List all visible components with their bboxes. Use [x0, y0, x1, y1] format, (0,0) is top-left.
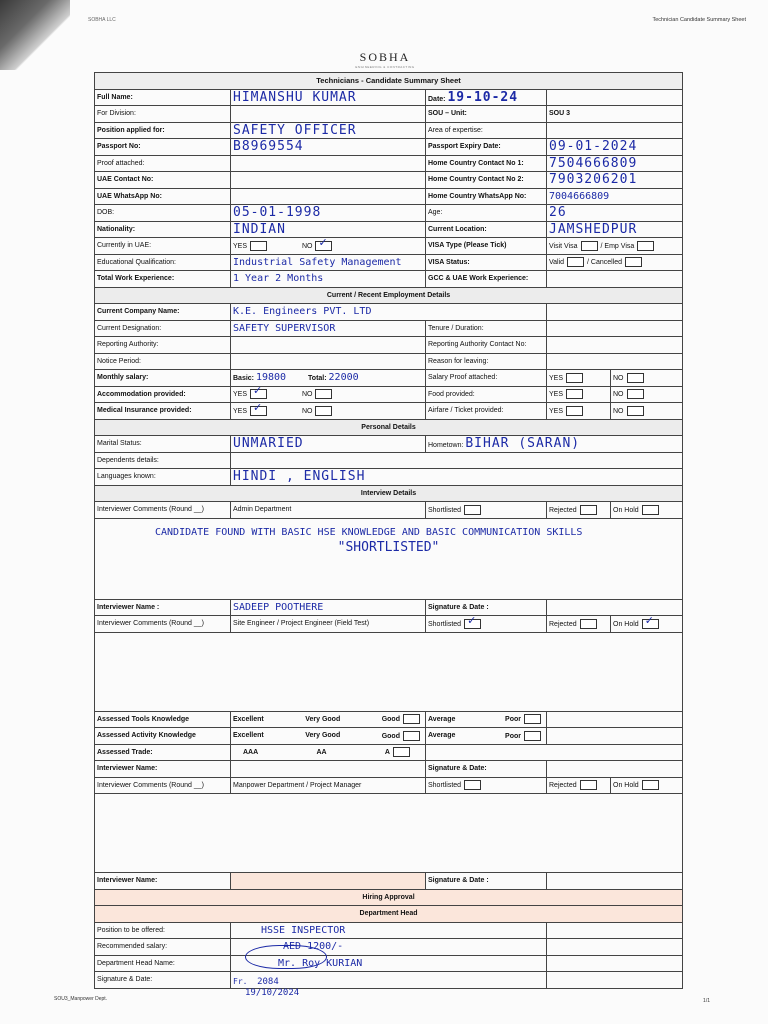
accommodation-options: YES ✓ NO	[231, 386, 426, 403]
valid-checkbox[interactable]	[567, 257, 584, 267]
emp-visa-checkbox[interactable]	[637, 241, 654, 251]
interviewer2-label: Interviewer Name:	[95, 761, 231, 778]
footer-department: SOU3_Manpower Dept.	[54, 996, 108, 1002]
site-rejected: Rejected	[547, 616, 611, 633]
sign-date2-label: Signature & Date:	[426, 761, 547, 778]
site-engineer: Site Engineer / Project Engineer (Field Test)	[231, 616, 426, 633]
designation-label: Current Designation:	[95, 320, 231, 337]
salary-label: Monthly salary:	[95, 370, 231, 387]
sign-date1-label: Signature & Date :	[426, 599, 547, 616]
marital-value: UNMARIED	[231, 436, 426, 453]
rec-salary-value: AED 1200/-	[231, 939, 547, 956]
admin-rejected-checkbox[interactable]	[580, 505, 597, 515]
airfare-label: Airfare / Ticket provided:	[426, 403, 547, 420]
salary-proof-label: Salary Proof attached:	[426, 370, 547, 387]
head-name-value: Mr. Roy KURIAN	[231, 955, 547, 972]
current-location-value: JAMSHEDPUR	[547, 221, 683, 238]
head-signature-label: Signature & Date:	[95, 972, 231, 989]
salary-proof-no: NO	[611, 370, 683, 387]
designation-value: SAFETY SUPERVISOR	[231, 320, 426, 337]
uae-yes-checkbox[interactable]	[250, 241, 267, 251]
form-title: Technicians - Candidate Summary Sheet	[95, 73, 683, 90]
visa-type-options: Visit Visa / Emp Visa	[547, 238, 683, 255]
check-icon: ✓	[644, 615, 654, 627]
airfare-no: NO	[611, 403, 683, 420]
nationality-label: Nationality:	[95, 221, 231, 238]
company-label: Current Company Name:	[95, 304, 231, 321]
home-contact1-label: Home Country Contact No 1:	[426, 155, 547, 172]
activity-options: Excellent Very Good Good	[231, 728, 426, 745]
interview-section-title: Interview Details	[95, 485, 683, 502]
date-cell: Date: 19-10-24	[426, 89, 547, 106]
medical-yes-checkbox[interactable]	[250, 402, 267, 416]
division-value	[231, 106, 426, 123]
salary-proof-no-checkbox[interactable]	[627, 373, 644, 383]
admin-rejected: Rejected	[547, 502, 611, 519]
uae-contact-label: UAE Contact No:	[95, 172, 231, 189]
offer-position-value: HSSE INSPECTOR	[231, 922, 547, 939]
uae-contact-value	[231, 172, 426, 189]
proof-value	[231, 155, 426, 172]
manpower-rejected: Rejected	[547, 777, 611, 794]
home-whatsapp-value: 7004666809	[547, 188, 683, 205]
airfare-yes: YES	[547, 403, 611, 420]
salary-values: Basic: 19800 Total: 22000	[231, 370, 426, 387]
home-whatsapp-label: Home Country WhatsApp No:	[426, 188, 547, 205]
reporting-contact-label: Reporting Authority Contact No:	[426, 337, 547, 354]
dependents-label: Dependents details:	[95, 452, 231, 469]
trade-a-checkbox[interactable]	[393, 747, 410, 757]
dob-value: 05-01-1998	[231, 205, 426, 222]
site-on-hold: On Hold ✓	[611, 616, 683, 633]
trade-options: AAA AA A	[231, 744, 426, 761]
marital-label: Marital Status:	[95, 436, 231, 453]
tenure-value	[547, 320, 683, 337]
interviewer2-value	[231, 761, 426, 778]
logo-subtitle: ENGINEERING & CONTRACTING	[355, 65, 415, 69]
notice-label: Notice Period:	[95, 353, 231, 370]
manpower-shortlisted: Shortlisted	[426, 777, 547, 794]
cancelled-checkbox[interactable]	[625, 257, 642, 267]
trade-spare	[426, 744, 683, 761]
total-exp-value: 1 Year 2 Months	[231, 271, 426, 288]
check-icon: ✓	[318, 237, 328, 249]
date-value: 19-10-24	[447, 89, 519, 105]
visit-visa-checkbox[interactable]	[581, 241, 598, 251]
company-spare	[547, 304, 683, 321]
interviewer3-value	[231, 873, 426, 890]
passport-value: B8969554	[231, 139, 426, 156]
head-signature-spare	[547, 972, 683, 989]
passport-label: Passport No:	[95, 139, 231, 156]
visa-status-options: Valid / Cancelled	[547, 254, 683, 271]
languages-label: Languages known:	[95, 469, 231, 486]
signature-scribble	[245, 945, 327, 969]
offer-position-label: Position to be offered:	[95, 922, 231, 939]
manpower-shortlisted-checkbox[interactable]	[464, 780, 481, 790]
form-table	[94, 72, 683, 989]
uae-whatsapp-label: UAE WhatsApp No:	[95, 188, 231, 205]
food-yes: YES	[547, 386, 611, 403]
medical-label: Medical Insurance provided:	[95, 403, 231, 420]
interviewer1-label: Interviewer Name :	[95, 599, 231, 616]
round1-label: Interviewer Comments (Round __)	[95, 502, 231, 519]
rec-salary-label: Recommended salary:	[95, 939, 231, 956]
notice-value	[231, 353, 426, 370]
personal-section-title: Personal Details	[95, 419, 683, 436]
sign-date2-value	[547, 761, 683, 778]
visa-status-label: VISA Status:	[426, 254, 547, 271]
home-contact1-value: 7504666809	[547, 155, 683, 172]
division-label: For Division:	[95, 106, 231, 123]
sou-unit-label: SOU – Unit:	[426, 106, 547, 123]
activity-poor-checkbox[interactable]	[524, 731, 541, 741]
passport-expiry-value: 09-01-2024	[547, 139, 683, 156]
visa-type-label: VISA Type (Please Tick)	[426, 238, 547, 255]
logo-word: SOBHA	[359, 50, 411, 64]
medical-options: YES ✓ NO	[231, 403, 426, 420]
home-contact2-label: Home Country Contact No 2:	[426, 172, 547, 189]
medical-no-checkbox[interactable]	[315, 406, 332, 416]
hiring-approval-title: Hiring Approval	[95, 889, 683, 906]
check-icon: ✓	[467, 615, 477, 627]
sign-date3-label: Signature & Date :	[426, 873, 547, 890]
currently-uae-options: YES NO ✓	[231, 238, 426, 255]
site-shortlisted: Shortlisted ✓	[426, 616, 547, 633]
reporting-label: Reporting Authority:	[95, 337, 231, 354]
handwritten-signature: Fr. 2084 19/10/2024	[245, 945, 327, 998]
manpower-comment-area	[95, 794, 683, 873]
languages-value: HINDI , ENGLISH	[231, 469, 683, 486]
site-rejected-checkbox[interactable]	[580, 619, 597, 629]
reporting-value	[231, 337, 426, 354]
check-icon: ✓	[253, 386, 263, 398]
hometown-value: BIHAR (SARAN)	[465, 436, 581, 452]
trade-label: Assessed Trade:	[95, 744, 231, 761]
reporting-contact-value	[547, 337, 683, 354]
head-name-label: Department Head Name:	[95, 955, 231, 972]
manpower-rejected-checkbox[interactable]	[580, 780, 597, 790]
total-exp-label: Total Work Experience:	[95, 271, 231, 288]
uae-whatsapp-value	[231, 188, 426, 205]
age-label: Age:	[426, 205, 547, 222]
hometown-cell: Hometown: BIHAR (SARAN)	[426, 436, 683, 453]
page-number: 1/1	[703, 998, 710, 1004]
admin-shortlisted: Shortlisted	[426, 502, 547, 519]
accommodation-no-checkbox[interactable]	[315, 389, 332, 399]
airfare-yes-checkbox[interactable]	[566, 406, 583, 416]
tenure-label: Tenure / Duration:	[426, 320, 547, 337]
food-no: NO	[611, 386, 683, 403]
home-contact2-value: 7903206201	[547, 172, 683, 189]
round2-label: Interviewer Comments (Round __)	[95, 616, 231, 633]
activity-good-checkbox[interactable]	[403, 731, 420, 741]
site-on-hold-checkbox[interactable]	[642, 615, 659, 629]
round3-label: Interviewer Comments (Round __)	[95, 777, 231, 794]
education-label: Educational Qualification:	[95, 254, 231, 271]
age-value: 26	[547, 205, 683, 222]
tools-good-checkbox[interactable]	[403, 714, 420, 724]
admin-shortlisted-checkbox[interactable]	[464, 505, 481, 515]
activity-options-2: Average Poor	[426, 728, 547, 745]
dob-label: DOB:	[95, 205, 231, 222]
reason-label: Reason for leaving:	[426, 353, 547, 370]
nationality-value: INDIAN	[231, 221, 426, 238]
header-company: SOBHA LLC	[88, 17, 116, 23]
admin-dept: Admin Department	[231, 502, 426, 519]
tools-spare	[547, 711, 683, 728]
head-name-spare	[547, 955, 683, 972]
tools-options-2: Average Poor	[426, 711, 547, 728]
employment-section-title: Current / Recent Employment Details	[95, 287, 683, 304]
offer-position-spare	[547, 922, 683, 939]
tools-poor-checkbox[interactable]	[524, 714, 541, 724]
gcc-exp-value	[547, 271, 683, 288]
manpower-on-hold: On Hold	[611, 777, 683, 794]
salary-proof-yes-checkbox[interactable]	[566, 373, 583, 383]
currently-uae-label: Currently in UAE:	[95, 238, 231, 255]
airfare-no-checkbox[interactable]	[627, 406, 644, 416]
date-spare	[547, 89, 683, 106]
sign-date1-value	[547, 599, 683, 616]
tools-label: Assessed Tools Knowledge	[95, 711, 231, 728]
admin-on-hold-checkbox[interactable]	[642, 505, 659, 515]
gcc-exp-label: GCC & UAE Work Experience:	[426, 271, 547, 288]
rec-salary-spare	[547, 939, 683, 956]
passport-expiry-label: Passport Expiry Date:	[426, 139, 547, 156]
admin-comment-area	[95, 518, 683, 599]
summary-sheet	[94, 72, 682, 989]
proof-label: Proof attached:	[95, 155, 231, 172]
department-head-title: Department Head	[95, 906, 683, 923]
admin-on-hold: On Hold	[611, 502, 683, 519]
manpower-on-hold-checkbox[interactable]	[642, 780, 659, 790]
sign-date3-value	[547, 873, 683, 890]
total-salary: 22000	[328, 372, 359, 384]
interviewer3-label: Interviewer Name:	[95, 873, 231, 890]
signature-number: 2084	[257, 977, 279, 987]
expertise-label: Area of expertise:	[426, 122, 547, 139]
accommodation-label: Accommodation provided:	[95, 386, 231, 403]
admin-comment: CANDIDATE FOUND WITH BASIC HSE KNOWLEDGE AND BASIC COMMUNICATION SKILLS	[155, 526, 583, 538]
admin-comment-status: "SHORTLISTED"	[337, 539, 440, 555]
full-name-label: Full Name:	[95, 89, 231, 106]
header-document-title: Technician Candidate Summary Sheet	[652, 17, 746, 23]
current-location-label: Current Location:	[426, 221, 547, 238]
dependents-value	[231, 452, 683, 469]
uae-no-checkbox[interactable]	[315, 237, 332, 251]
full-name-value: HIMANSHU KUMAR	[231, 89, 426, 106]
tools-options: Excellent Very Good Good	[231, 711, 426, 728]
folded-corner	[0, 0, 70, 70]
education-value: Industrial Safety Management	[231, 254, 426, 271]
food-no-checkbox[interactable]	[627, 389, 644, 399]
food-yes-checkbox[interactable]	[566, 389, 583, 399]
site-shortlisted-checkbox[interactable]	[464, 615, 481, 629]
reason-value	[547, 353, 683, 370]
site-comment-area	[95, 632, 683, 711]
activity-spare	[547, 728, 683, 745]
salary-proof-yes: YES	[547, 370, 611, 387]
company-value: K.E. Engineers PVT. LTD	[231, 304, 547, 321]
manpower-dept: Manpower Department / Project Manager	[231, 777, 426, 794]
sou-unit-value: SOU 3	[547, 106, 683, 123]
sobha-logo	[345, 50, 425, 69]
position-value: SAFETY OFFICER	[231, 122, 426, 139]
activity-label: Assessed Activity Knowledge	[95, 728, 231, 745]
position-label: Position applied for:	[95, 122, 231, 139]
interviewer1-value: SADEEP POOTHERE	[231, 599, 426, 616]
signature-date: 19/10/2024	[245, 988, 300, 998]
food-label: Food provided:	[426, 386, 547, 403]
basic-salary: 19800	[255, 372, 287, 384]
expertise-value	[547, 122, 683, 139]
accommodation-yes-checkbox[interactable]	[250, 386, 267, 399]
check-icon: ✓	[253, 402, 263, 414]
